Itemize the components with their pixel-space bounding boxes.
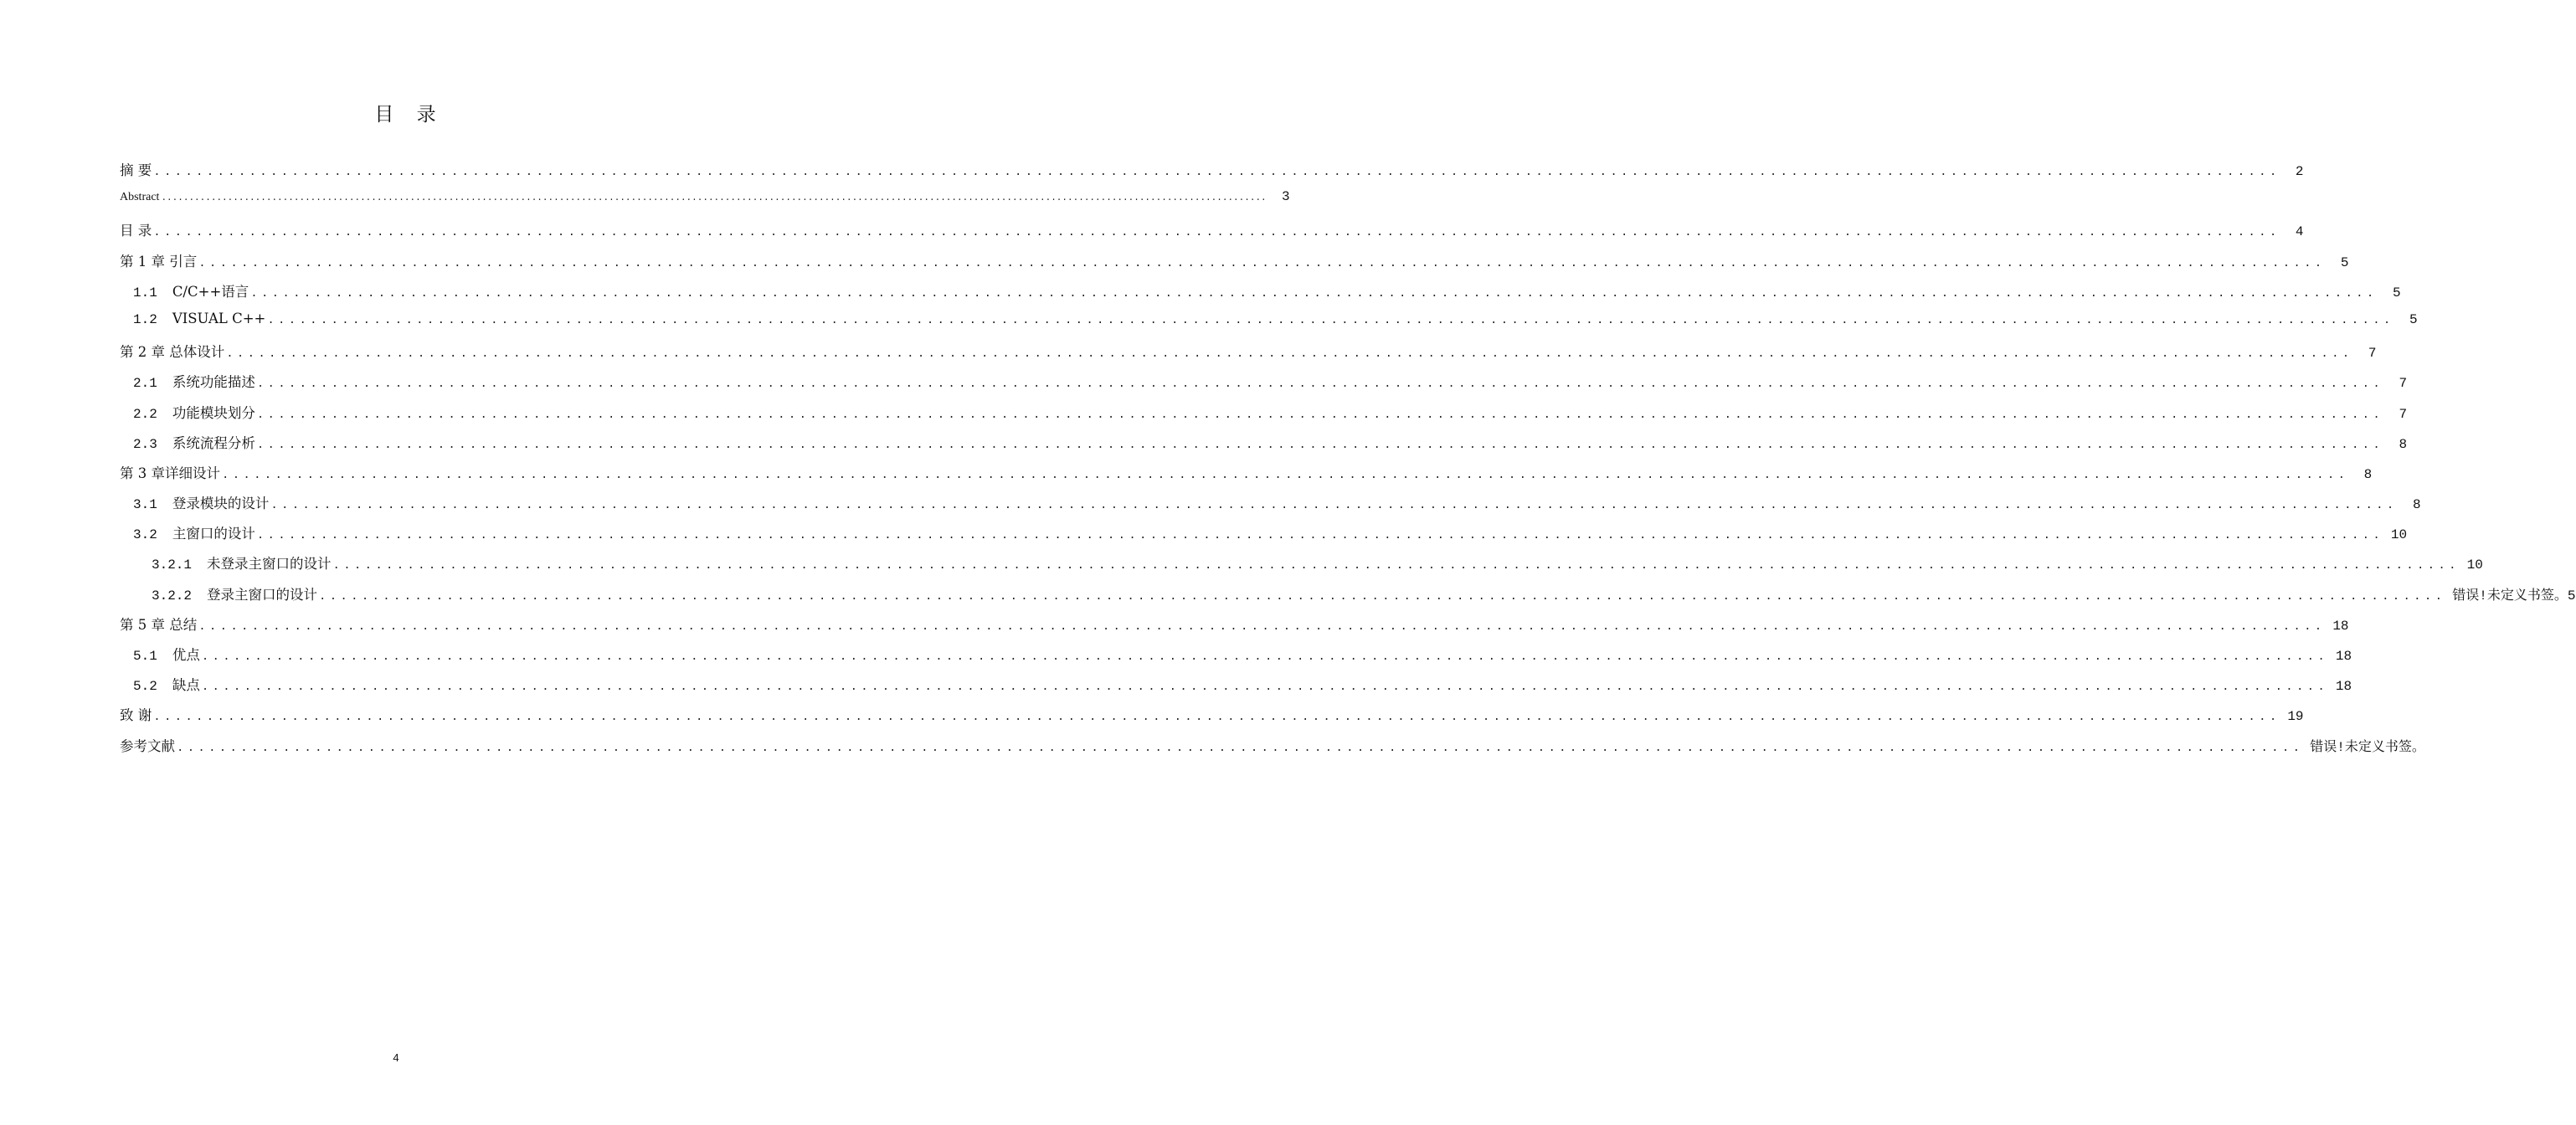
toc-entry[interactable] <box>120 583 2576 614</box>
toc-entry-label: 参考文献 <box>120 737 175 754</box>
toc-entry-page: 18 <box>2335 679 2352 695</box>
toc-entry[interactable] <box>120 492 2421 522</box>
toc-entry[interactable] <box>120 432 2408 462</box>
toc-entry[interactable] <box>120 552 2483 583</box>
toc-leader-dots: ........................................................................................................................................................................................................ <box>270 499 2398 513</box>
toc-leader-dots: ........................................................................................................................................................................................................ <box>201 681 2329 695</box>
toc-entry-label: 系统功能描述 <box>172 374 255 391</box>
toc-entry-page: 5 <box>2392 285 2401 301</box>
toc-entry-page: 8 <box>2399 436 2408 452</box>
toc-entry-number: 2.3 <box>133 436 157 452</box>
toc-entry-page: 8 <box>2412 497 2421 513</box>
toc-entry[interactable] <box>120 189 1290 219</box>
toc-entry-label: 主窗口的设计 <box>172 526 255 542</box>
toc-leader-dots: ........................................................................................................................................................................................................ <box>256 408 2384 422</box>
toc-entry-number: 2.2 <box>133 406 157 422</box>
toc-entry-page: 10 <box>2390 527 2408 543</box>
toc-entry-number: 1.1 <box>133 285 157 301</box>
toc-entry-label: 第 2 章 总体设计 <box>120 344 225 361</box>
toc-entry[interactable] <box>120 371 2408 401</box>
toc-entry[interactable] <box>120 674 2352 704</box>
toc-entry-page: 5 <box>2409 311 2418 327</box>
toc-entry-page: 2 <box>2295 164 2304 179</box>
toc-entry-label: 第 5 章 总结 <box>120 616 198 633</box>
toc-entry[interactable] <box>120 462 2373 492</box>
toc-entry[interactable] <box>120 522 2408 552</box>
toc-entry-label: 目 录 <box>120 223 152 239</box>
toc-entry-number: 3.1 <box>133 497 157 513</box>
toc-entry[interactable] <box>120 402 2408 432</box>
toc-entry-label: 优点 <box>172 647 200 663</box>
toc-entry-page: 7 <box>2368 346 2377 362</box>
toc-entry-label: 第 3 章详细设计 <box>120 465 220 481</box>
toc-entry[interactable] <box>120 704 2304 734</box>
toc-entry-page: 7 <box>2399 406 2408 422</box>
toc-leader-dots: ........................................................................................................................................................................................................ <box>256 529 2384 543</box>
toc-entry-label: 未登录主窗口的设计 <box>207 556 332 573</box>
toc-leader-dots: ........................................................................................................................................................................................................ <box>256 438 2384 452</box>
toc-leader-dots: ........................................................................................................................................................................................................ <box>198 619 2326 634</box>
toc-entry-page: 8 <box>2363 466 2373 482</box>
page-title: 目 录 <box>374 104 445 126</box>
toc-entry-page: 10 <box>2466 557 2483 573</box>
toc-leader-dots: ........................................................................................................................................................................................................ <box>198 256 2326 270</box>
toc-leader-dots: ........................................................................................................................................................................................................ <box>153 226 2280 240</box>
toc-entry[interactable] <box>120 341 2377 371</box>
toc-entry[interactable] <box>120 219 2304 249</box>
toc-entry-label: Abstract <box>120 191 160 204</box>
toc-entry-number: 3.2.2 <box>152 588 193 604</box>
toc-entry-page: 7 <box>2399 376 2408 392</box>
toc-entry-number: 1.2 <box>133 311 157 327</box>
toc-entry[interactable] <box>120 280 2401 311</box>
toc-entry-label: 功能模块划分 <box>172 404 255 421</box>
toc-entry-label: 缺点 <box>172 677 200 694</box>
toc-entry-label: 致 谢 <box>120 707 152 724</box>
toc-entry-page: 18 <box>2335 649 2352 664</box>
table-of-contents <box>120 159 2576 765</box>
toc-entry-page: 4 <box>2295 224 2304 240</box>
toc-entry-number: 3.2 <box>133 527 157 543</box>
toc-entry-label: C/C++语言 <box>172 283 249 300</box>
toc-leader-dots: ........................................................................................................................................................................................................ <box>267 313 2394 327</box>
toc-leader-dots: ........................................................................................................................................................................................................ <box>256 378 2384 392</box>
toc-entry-number: 2.1 <box>133 376 157 392</box>
toc-leader-dots: ........................................................................................................................................................................................................ <box>177 741 2304 755</box>
toc-entry-label: 第 1 章 引言 <box>120 253 198 270</box>
toc-entry-page: 5 <box>2340 254 2349 270</box>
toc-leader-dots: ........................................................................................................................................................................................................ <box>222 468 2349 482</box>
toc-entry[interactable] <box>120 614 2349 644</box>
toc-leader-dots: ........................................................................................................................................................................................................ <box>250 286 2378 301</box>
toc-entry-page: 18 <box>2332 618 2349 634</box>
toc-entry-number: 5.2 <box>133 679 157 695</box>
toc-entry-page: 错误!未定义书签。5 <box>2452 588 2576 604</box>
toc-leader-dots: ........................................................................................................................................................................................................ <box>153 711 2280 725</box>
toc-leader-dots: ........................................................................................................................................................................................................ <box>153 166 2280 179</box>
toc-entry-page: 错误!未定义书签。 <box>2310 739 2425 755</box>
toc-entry-page: 3 <box>1282 189 1290 205</box>
page-number: 4 <box>393 1051 399 1064</box>
toc-entry[interactable] <box>120 644 2352 674</box>
toc-entry-label: 系统流程分析 <box>172 434 255 451</box>
toc-entry[interactable] <box>120 159 2304 189</box>
toc-entry-label: 摘 要 <box>120 162 152 178</box>
toc-leader-dots: ........................................................................................................................................................................................................ <box>332 559 2460 573</box>
toc-entry-label: 登录模块的设计 <box>172 496 270 512</box>
toc-entry-number: 5.1 <box>133 649 157 664</box>
toc-entry-number: 3.2.1 <box>152 557 193 573</box>
toc-entry[interactable] <box>120 250 2349 280</box>
toc-entry-label: VISUAL C++ <box>172 310 266 326</box>
toc-entry[interactable] <box>120 735 2425 765</box>
toc-leader-dots: ........................................................................................................................................................................................................ <box>226 347 2353 362</box>
toc-leader-dots: ........................................................................................................................................................................................................ <box>161 193 1267 204</box>
toc-entry[interactable] <box>120 310 2418 341</box>
toc-entry-page: 19 <box>2287 709 2304 725</box>
toc-entry-label: 登录主窗口的设计 <box>207 586 318 603</box>
toc-leader-dots: ........................................................................................................................................................................................................ <box>201 650 2329 664</box>
toc-leader-dots: ........................................................................................................................................................................................................ <box>319 589 2446 604</box>
